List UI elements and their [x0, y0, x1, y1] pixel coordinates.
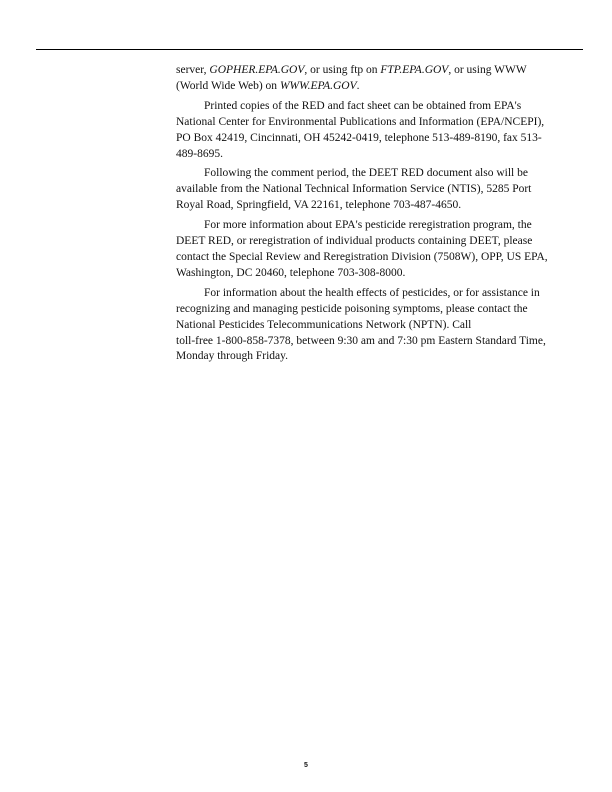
body-text [176, 63, 560, 369]
text-run: . [356, 79, 360, 92]
paragraph-more-information: For more information about EPA's pesticide reregistration program, the DEET RED, or reregistration of individual products containing DEET, please contact the Special Review and Reregistration Division (7508W), OPP, US EPA, Washington, DC 20460, telephone 703-308-8000. [176, 219, 548, 279]
text-run: , or using ftp on [304, 64, 381, 76]
paragraph-health-effects: For information about the health effects of pesticides, or for assistance in recognizing and managing pesticide poisoning symptoms, please contact the National Pesticides Telecommunications Network (NPTN). Call [176, 286, 540, 331]
ftp-address: FTP.EPA.GOV [380, 64, 449, 76]
text-run: , or using WWW (World Wide Web) on [176, 64, 527, 92]
paragraph-ntis: Following the comment period, the DEET RED document also will be available from the National Technical Information Service (NTIS), 5285 Port Royal Road, Springfield, VA 22161, telephone 703-487-4650. [176, 167, 532, 212]
paragraph-printed-copies: Printed copies of the RED and fact sheet can be obtained from EPA's National Center for Environmental Publications and Information (EPA/NCEPI), PO Box 42419, Cincinnati, OH 45242-0419, telephone 513-489-8190, fax 513-489-8695. [176, 99, 545, 160]
paragraph-toll-free: toll-free 1-800-858-7378, between 9:30 am and 7:30 pm Eastern Standard Time, Monday through Friday. [176, 334, 546, 363]
text-run: server, [176, 64, 210, 76]
header-rule [36, 49, 583, 50]
page-number: 5 [304, 762, 308, 769]
www-address: WWW.EPA.GOV [279, 79, 357, 92]
paragraph-access-methods [176, 63, 560, 95]
gopher-address: GOPHER.EPA.GOV [209, 64, 305, 76]
